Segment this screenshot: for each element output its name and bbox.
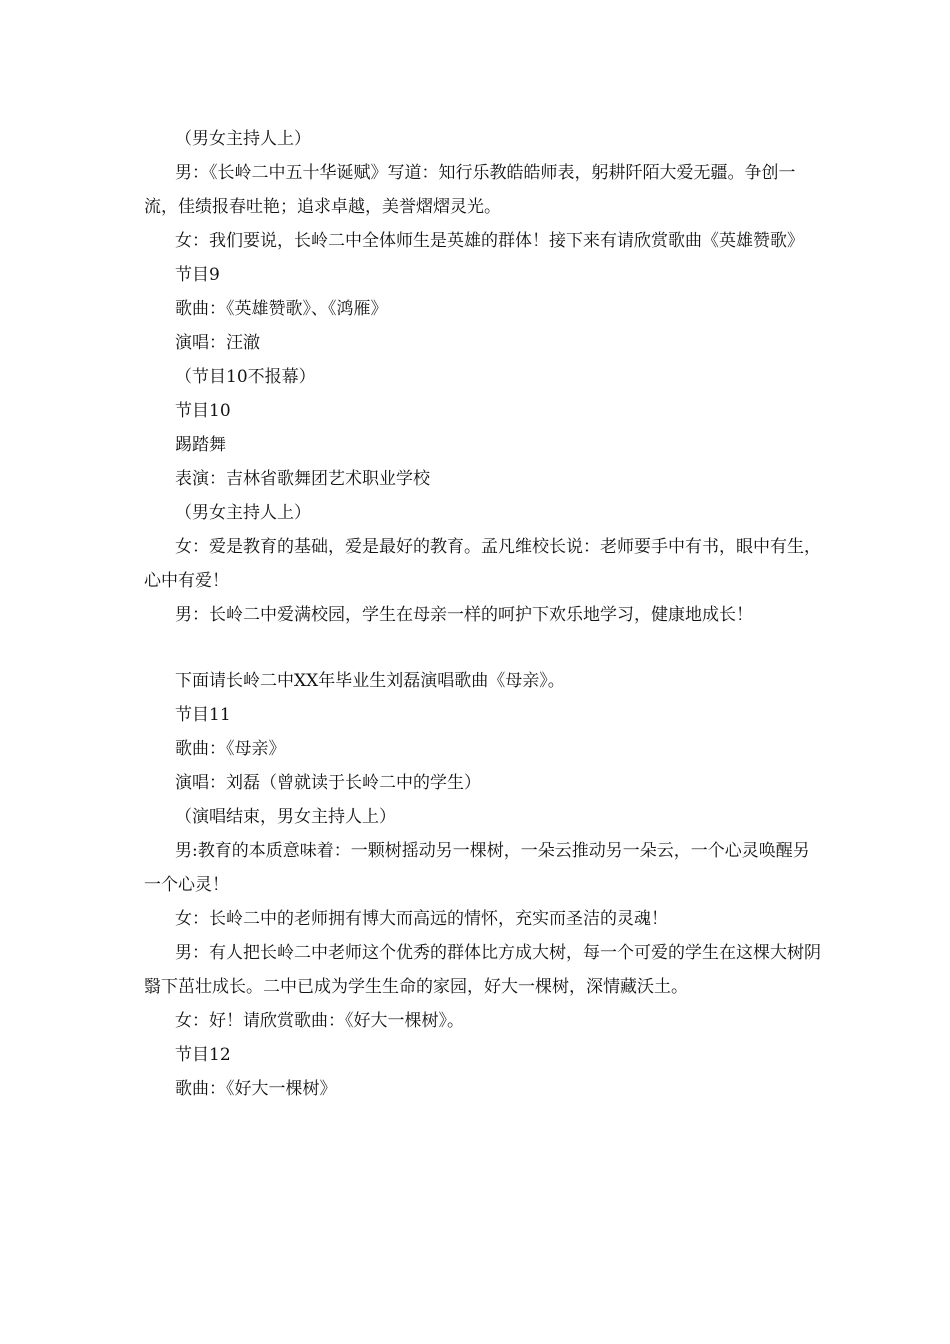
- paragraph-stage-direction: （节目10不报幕）: [175, 367, 316, 387]
- program-number: 节目11: [175, 705, 231, 725]
- program-song: 歌曲：《母亲》: [175, 739, 286, 759]
- paragraph-dialogue: 女：爱是教育的基础，爱是最好的教育。孟凡维校长说：老师要手中有书，眼中有生，心中有爱！: [144, 537, 821, 591]
- program-song: 歌曲：《英雄赞歌》、《鸿雁》: [175, 299, 388, 319]
- program-song: 歌曲：《好大一棵树》: [175, 1079, 337, 1099]
- paragraph-dialogue: 女：好！请欣赏歌曲：《好大一棵树》。: [175, 1011, 464, 1031]
- paragraph-dialogue: 男：长岭二中爱满校园，学生在母亲一样的呵护下欢乐地学习，健康地成长！: [175, 605, 753, 625]
- document-body: [144, 122, 824, 1106]
- paragraph-dialogue: 女：我们要说，长岭二中全体师生是英雄的群体！接下来有请欣赏歌曲《英雄赞歌》: [175, 231, 804, 251]
- program-performer: 演唱：汪澈: [175, 333, 260, 353]
- program-number: 节目10: [175, 401, 231, 421]
- program-number: 节目12: [175, 1045, 231, 1065]
- program-performer: 演唱：刘磊（曾就读于长岭二中的学生）: [175, 773, 481, 793]
- paragraph-stage-direction: （男女主持人上）: [175, 503, 311, 523]
- paragraph-spacer: [144, 632, 824, 664]
- paragraph-dialogue: 女：长岭二中的老师拥有博大而高远的情怀，充实而圣洁的灵魂！: [175, 909, 668, 929]
- program-performer: 表演：吉林省歌舞团艺术职业学校: [175, 469, 430, 489]
- paragraph-dialogue: 下面请长岭二中XX年毕业生刘磊演唱歌曲《母亲》。: [175, 671, 565, 691]
- program-number: 节目9: [175, 265, 220, 285]
- paragraph-dialogue: 男：有人把长岭二中老师这个优秀的群体比方成大树，每一个可爱的学生在这棵大树阴翳下茁壮成长。二中已成为学生生命的家园，好大一棵树，深情藏沃土。: [144, 943, 821, 997]
- paragraph-stage-direction: （男女主持人上）: [175, 129, 311, 149]
- paragraph-dialogue: 男:教育的本质意味着：一颗树摇动另一棵树，一朵云推动另一朵云，一个心灵唤醒另一个心灵！: [144, 841, 810, 895]
- program-title: 踢踏舞: [175, 435, 226, 455]
- paragraph-dialogue: 男：《长岭二中五十华诞赋》写道：知行乐教皓皓师表，躬耕阡陌大爱无疆。争创一流，佳绩报春吐艳；追求卓越，美誉熠熠灵光。: [144, 163, 796, 217]
- paragraph-stage-direction: （演唱结束，男女主持人上）: [175, 807, 396, 827]
